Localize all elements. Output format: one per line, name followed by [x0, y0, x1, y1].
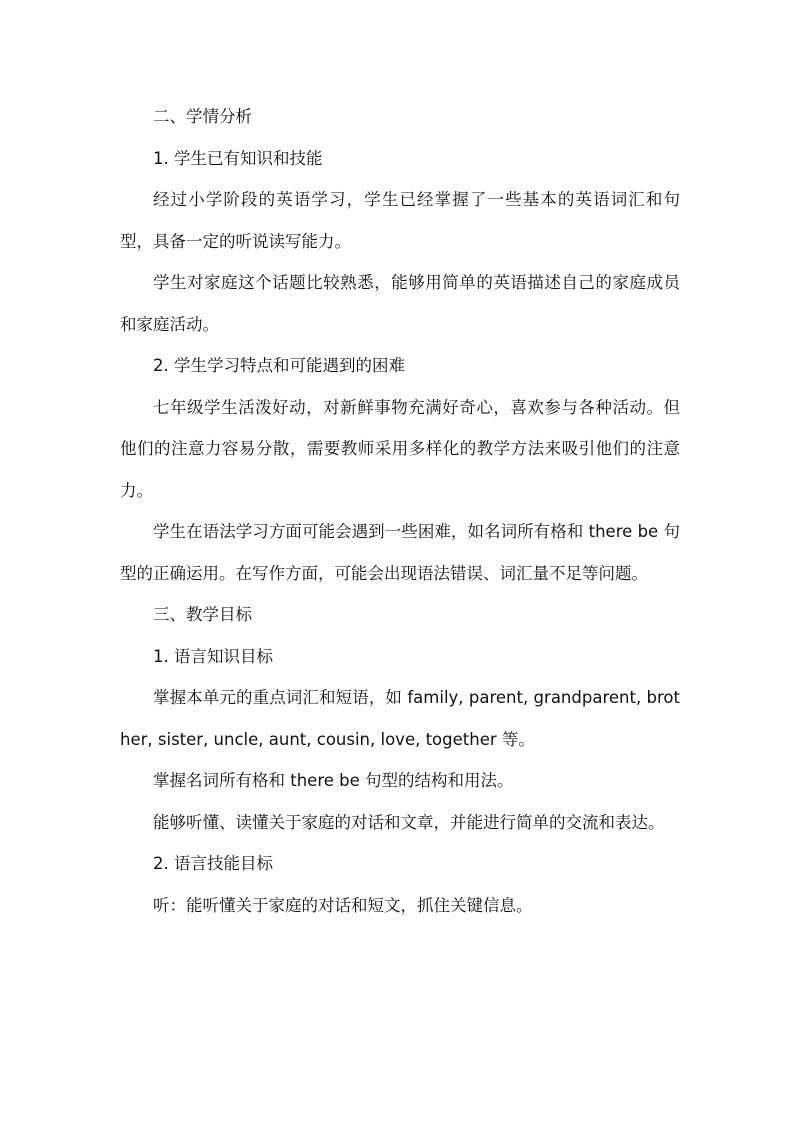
paragraph: 经过小学阶段的英语学习，学生已经掌握了一些基本的英语词汇和句型，具备一定的听说读写能力。 [120, 190, 680, 251]
paragraph: 学生在语法学习方面可能会遇到一些困难，如名词所有格和 there be 句型的正确运用。在写作方面，可能会出现语法错误、词汇量不足等问题。 [120, 522, 680, 583]
paragraph: 七年级学生活泼好动，对新鲜事物充满好奇心，喜欢参与各种活动。但他们的注意力容易分散，需要教师采用多样化的教学方法来吸引他们的注意力。 [120, 397, 680, 500]
section-heading-learner-analysis: 二、学情分析 [153, 107, 252, 126]
paragraph: 掌握名词所有格和 there be 句型的结构和用法。 [153, 771, 514, 790]
paragraph: 掌握本单元的重点词汇和短语，如 family, parent, grandparent, brother, sister, uncle, aunt, cousin, love, together 等。 [120, 688, 680, 749]
subheading-language-knowledge: 1. 语言知识目标 [153, 646, 273, 666]
paragraph: 学生对家庭这个话题比较熟悉，能够用简单的英语描述自己的家庭成员和家庭活动。 [120, 273, 680, 334]
paragraph: 能够听懂、读懂关于家庭的对话和文章，并能进行简单的交流和表达。 [153, 812, 665, 832]
document-body [120, 96, 680, 926]
section-heading-teaching-objectives: 三、教学目标 [153, 605, 252, 624]
subheading-learning-characteristics: 2. 学生学习特点和可能遇到的困难 [153, 356, 405, 375]
paragraph: 听：能听懂关于家庭的对话和短文，抓住关键信息。 [153, 895, 533, 915]
subheading-existing-knowledge: 1. 学生已有知识和技能 [153, 148, 323, 168]
subheading-language-skills: 2. 语言技能目标 [153, 854, 273, 873]
